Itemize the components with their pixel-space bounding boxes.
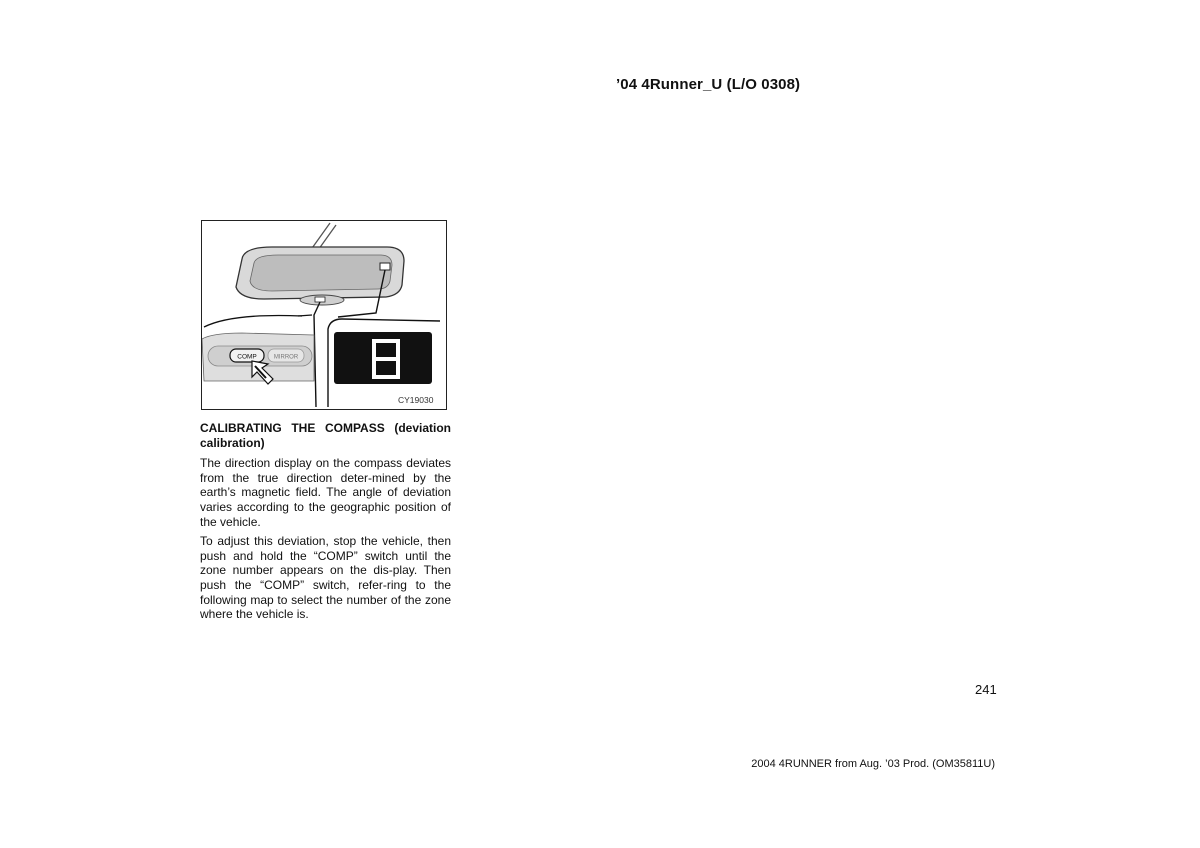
section-title: CALIBRATING THE COMPASS (deviation calibration) <box>200 421 451 450</box>
comp-switch-label: COMP <box>237 353 257 361</box>
document-footer: 2004 4RUNNER from Aug. ’03 Prod. (OM35811U) <box>751 758 995 770</box>
figure-code: CY19030 <box>398 395 434 405</box>
paragraph-deviation-explanation: The direction display on the compass deviates from the true direction deter-mined by the earth’s magnetic field. The angle of deviation varies according to the geographic position of the vehicle. <box>200 456 451 529</box>
document-header: ’04 4Runner_U (L/O 0308) <box>616 76 801 93</box>
paragraph-adjustment-procedure: To adjust this deviation, stop the vehicle, then push and hold the “COMP” switch until the zone number appears on the dis-play. Then push the “COMP” switch, refer-ring to the following map to select the number of the zone where the vehicle is. <box>200 534 451 622</box>
body-text-column <box>200 421 451 627</box>
page-number: 241 <box>975 682 997 697</box>
mirror-switch-label: MIRROR <box>273 354 299 361</box>
compass-mirror-illustration <box>201 220 447 410</box>
mirror-diagram <box>202 221 445 408</box>
